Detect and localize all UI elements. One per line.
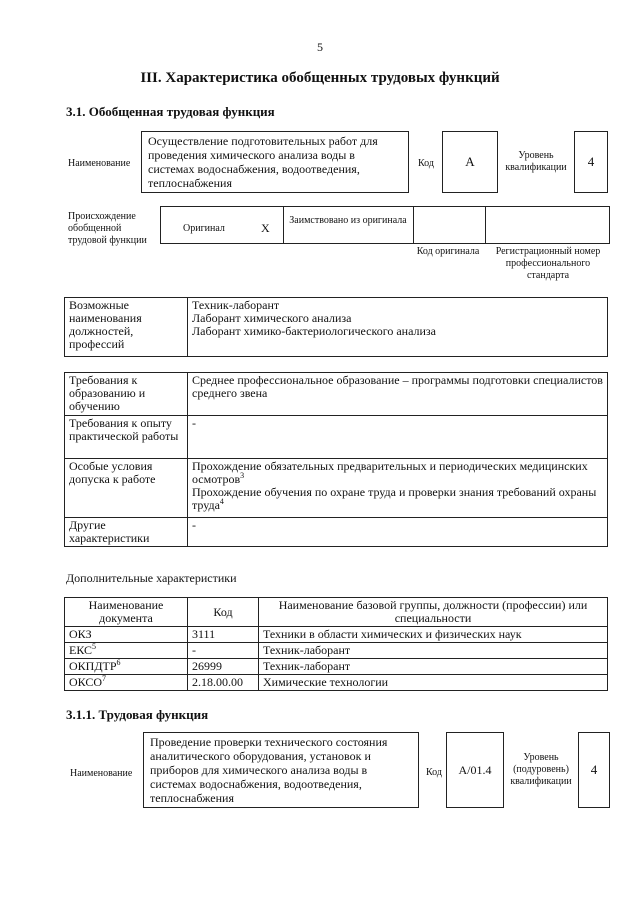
group-cell: Химические технологии xyxy=(259,675,608,691)
borrowed-label: Заимствовано из оригинала xyxy=(289,215,407,226)
table-row xyxy=(65,675,608,691)
col-doc-header: Наименование документа xyxy=(65,598,188,627)
doc-name: ОКЗ xyxy=(69,627,92,641)
additional-table xyxy=(64,597,608,691)
divider xyxy=(485,207,486,243)
other-value: - xyxy=(188,518,608,547)
additional-heading: Дополнительные характеристики xyxy=(66,571,237,585)
req-experience-label: Требования к опыту практической работы xyxy=(65,416,188,459)
gtf-origin-label: Происхождение обобщенной трудовой функции xyxy=(68,211,147,246)
code-cell: - xyxy=(188,643,259,659)
group-cell: Техники в области химических и физических наук xyxy=(259,627,608,643)
code-cell: 26999 xyxy=(188,659,259,675)
original-mark: X xyxy=(261,221,270,235)
gtf-code-label: Код xyxy=(418,158,434,169)
job-title: Лаборант химико-бактериологического анализа xyxy=(192,324,436,338)
group-cell: Техник-лаборант xyxy=(259,643,608,659)
footnote-ref: 3 xyxy=(240,471,245,480)
req-experience-value: - xyxy=(188,416,608,459)
other-label: Другие характеристики xyxy=(65,518,188,547)
group-cell: Техник-лаборант xyxy=(259,659,608,675)
origin-table xyxy=(160,206,610,244)
tf-level-label: Уровень (подуровень) квалификации xyxy=(510,752,572,787)
table-row xyxy=(65,659,608,675)
footnote-ref: 4 xyxy=(219,497,224,506)
req-education-value: Среднее профессиональное образование – программы подготовки специалистов среднего звена xyxy=(188,373,608,416)
code-cell: 2.18.00.00 xyxy=(188,675,259,691)
special-condition-item: Прохождение обязательных предварительных и периодических медицинских осмотров$^3$ xyxy=(192,459,588,486)
divider xyxy=(283,207,284,243)
doc-name: ОКСО xyxy=(69,675,103,689)
reg-number-label: Регистрационный номер профессионального стандарта xyxy=(495,246,601,281)
doc-name: ЕКС xyxy=(69,643,93,657)
footnote-ref: 6 xyxy=(116,658,121,667)
table-row xyxy=(65,643,608,659)
job-titles-table xyxy=(64,297,608,357)
tf-name-label: Наименование xyxy=(70,768,133,779)
section-title: III. Характеристика обобщенных трудовых функций xyxy=(140,70,500,86)
special-conditions-value xyxy=(188,459,608,518)
col-group-header: Наименование базовой группы, должности (профессии) или специальности xyxy=(259,598,608,627)
footnote-ref: 5 xyxy=(92,642,97,651)
tf-code-value: A/01.4 xyxy=(446,732,504,808)
table-row xyxy=(65,627,608,643)
doc-name: ОКПДТР xyxy=(69,659,117,673)
footnote-ref: 7 xyxy=(102,674,107,683)
job-title: Лаборант химического анализа xyxy=(192,311,352,325)
tf-level-value: 4 xyxy=(578,732,610,808)
original-label: Оригинал xyxy=(183,223,225,234)
code-cell: 3111 xyxy=(188,627,259,643)
page-number: 5 xyxy=(317,40,323,54)
gtf-level-value: 4 xyxy=(574,131,608,193)
gtf-level-label: Уровень квалификации xyxy=(505,150,567,173)
gtf-name-value: Осуществление подготовительных работ для проведения химического анализа воды в системах водоснабжения, водоотведения, теплоснабжения xyxy=(141,131,409,193)
special-conditions-label: Особые условия допуска к работе xyxy=(65,459,188,518)
req-education-label: Требования к образованию и обучению xyxy=(65,373,188,416)
tf-name-value: Проведение проверки технического состояния аналитического оборудования, установок и приборов для химического анализа воды в системах водоснабжения, водоотведения, теплоснабжения xyxy=(143,732,419,808)
col-code-header: Код xyxy=(188,598,259,627)
tf-heading: 3.1.1. Трудовая функция xyxy=(66,707,209,722)
gtf-code-value: A xyxy=(442,131,498,193)
job-title: Техник-лаборант xyxy=(192,298,280,312)
gtf-heading: 3.1. Обобщенная трудовая функция xyxy=(66,104,275,119)
special-condition-item: Прохождение обучения по охране труда и проверки знания требований охраны труда$^4$ xyxy=(192,485,597,512)
gtf-name-label: Наименование xyxy=(68,158,131,169)
job-titles-list xyxy=(188,298,608,357)
requirements-table xyxy=(64,372,608,547)
tf-code-label: Код xyxy=(426,767,442,778)
code-original-label: Код оригинала xyxy=(416,246,480,257)
job-titles-label: Возможные наименования должностей, профессий xyxy=(65,298,188,357)
divider xyxy=(413,207,414,243)
